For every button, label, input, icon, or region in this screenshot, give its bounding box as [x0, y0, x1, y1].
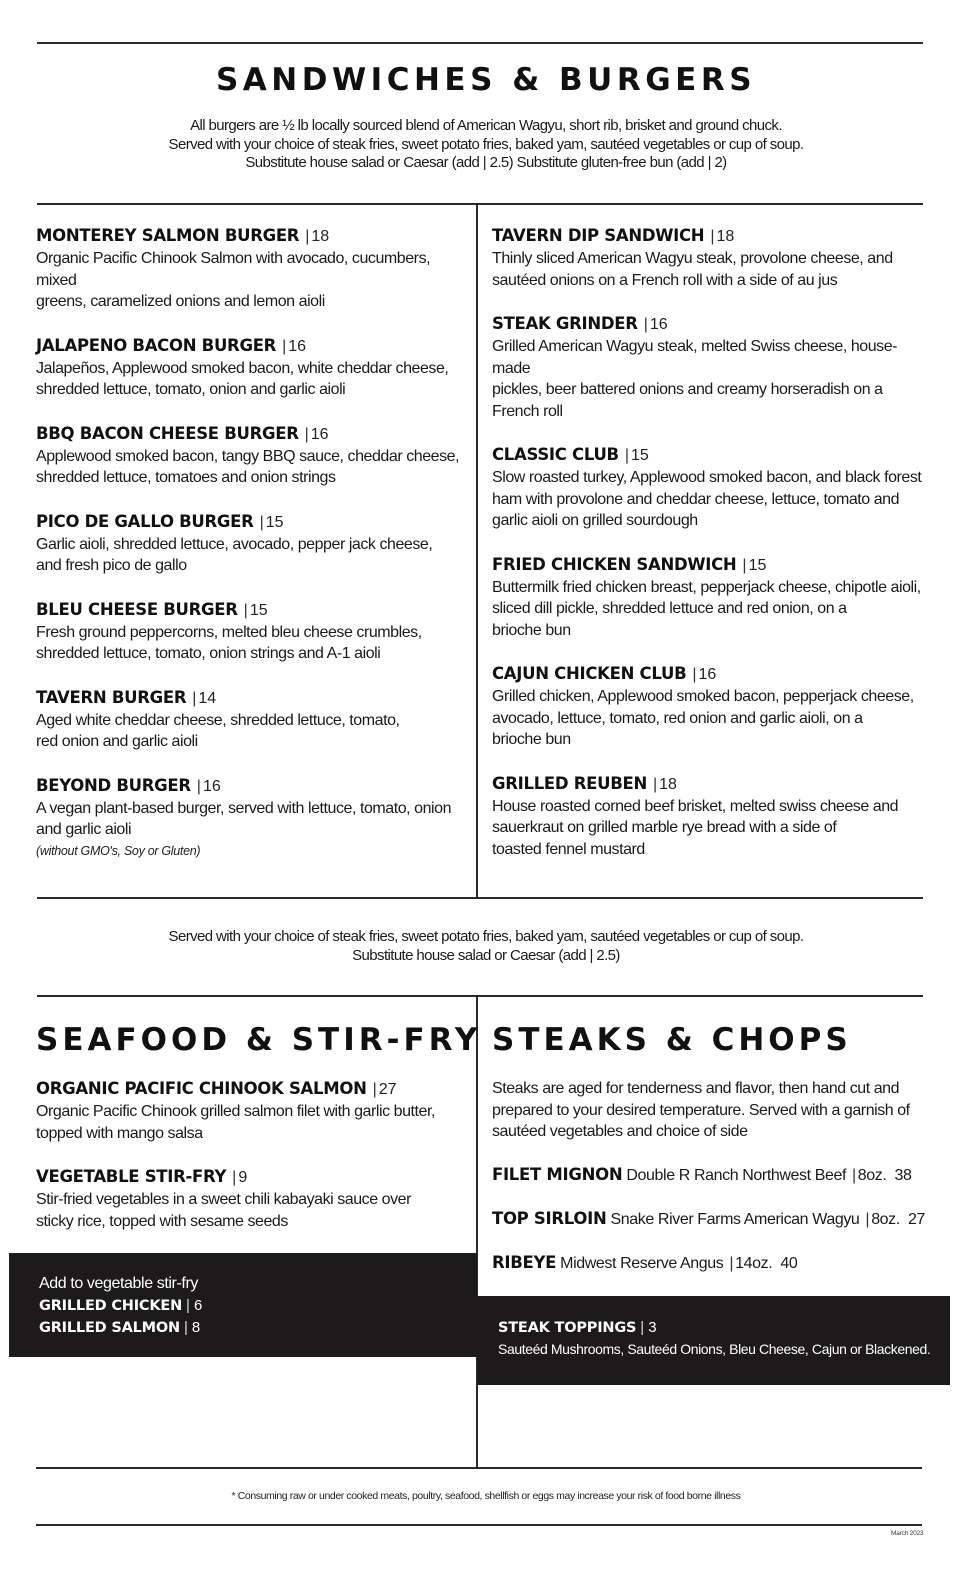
item-description — [36, 622, 472, 665]
desc-line: French roll — [492, 402, 563, 420]
menu-item-steak-grinder — [492, 312, 932, 422]
item-description — [36, 1189, 472, 1232]
burgers-intro-line: Substitute house salad or Caesar (add | 2.5) Substitute gluten-free bun (add | 2) — [245, 154, 727, 171]
addon-grilled-chicken — [39, 1295, 477, 1317]
item-name: JALAPENO BACON BURGER — [36, 335, 277, 355]
addons-label: Add to vegetable stir-fry — [39, 1275, 198, 1292]
item-price: 16 — [288, 337, 307, 355]
item-price: 15 — [630, 447, 649, 464]
desc-line: ham with provolone and cheddar cheese, lettuce, tomato and — [492, 490, 900, 508]
price-separator: | — [729, 1254, 734, 1272]
section-title-steaks: STEAKS & CHOPS — [492, 1022, 852, 1058]
item-name: RIBEYE — [492, 1252, 557, 1272]
steaks-intro — [492, 1078, 932, 1143]
item-description — [36, 798, 472, 841]
desc-line: Buttermilk fried chicken breast, pepperjack cheese, chipotle aioli, — [492, 578, 921, 596]
item-price: 15 — [265, 513, 284, 531]
item-name: BBQ BACON CHEESE BURGER — [36, 423, 299, 443]
price-separator: | — [186, 1297, 190, 1314]
item-price: 38 — [894, 1166, 912, 1184]
desc-line: Steaks are aged for tenderness and flavor, then hand cut and — [492, 1080, 900, 1097]
item-name: TAVERN BURGER — [36, 687, 187, 707]
steak-source: Double R Ranch Northwest Beef — [626, 1166, 847, 1184]
desc-line: Grilled American Wagyu steak, melted Swiss cheese, house-made — [492, 338, 898, 377]
steak-toppings-heading — [498, 1317, 950, 1339]
menu-item-bbq-bacon-cheese-burger — [36, 422, 472, 489]
steak-size: 8oz. — [871, 1210, 900, 1228]
item-name: FILET MIGNON — [492, 1164, 623, 1184]
toppings-name: STEAK TOPPINGS — [498, 1320, 637, 1336]
burgers-intro-line: Served with your choice of steak fries, sweet potato fries, baked yam, sautéed vegetables or cup of soup. — [168, 135, 804, 153]
desc-line: sticky rice, topped with sesame seeds — [36, 1212, 288, 1230]
item-name: MONTEREY SALMON BURGER — [36, 226, 300, 245]
item-name: FRIED CHICKEN SANDWICH — [492, 554, 737, 574]
footer-top-rule — [36, 1467, 922, 1469]
footer-bottom-rule — [36, 1524, 922, 1526]
desc-line: Organic Pacific Chinook Salmon with avocado, cucumbers, mixed — [36, 250, 431, 289]
price-separator: | — [372, 1081, 377, 1098]
item-description — [492, 248, 932, 291]
menu-item-classic-club — [492, 443, 932, 532]
price-separator: | — [643, 316, 648, 333]
steak-source: Midwest Reserve Angus — [560, 1254, 724, 1272]
price-separator: | — [192, 689, 197, 707]
menu-item-jalapeno-bacon-burger — [36, 334, 472, 401]
item-description — [492, 796, 932, 861]
item-description — [36, 534, 472, 577]
steak-item-filet-mignon — [492, 1164, 932, 1187]
desc-line: Slow roasted turkey, Applewood smoked bacon, and black forest — [492, 469, 922, 486]
desc-line: sautéed onions on a French roll with a side of au jus — [492, 271, 838, 289]
price-separator: | — [640, 1319, 645, 1336]
menu-item-fried-chicken-sandwich — [492, 553, 932, 642]
item-description — [36, 248, 472, 313]
desc-line: shredded lettuce, tomatoes and onion strings — [36, 469, 336, 486]
desc-line: Jalapeños, Applewood smoked bacon, white cheddar cheese, — [36, 359, 449, 377]
menu-item-cajun-chicken-club — [492, 662, 932, 751]
desc-line: and fresh pico de gallo — [36, 557, 187, 574]
desc-line: Fresh ground peppercorns, melted bleu cheese crumbles, — [36, 623, 422, 641]
item-description — [36, 710, 472, 753]
item-price: 16 — [202, 777, 221, 795]
dietary-note: (without GMO's, Soy or Gluten) — [36, 843, 201, 858]
desc-line: greens, caramelized onions and lemon aioli — [36, 293, 325, 310]
desc-line: Stir-fried vegetables in a sweet chili kabayaki sauce over — [36, 1191, 411, 1208]
steaks-column — [492, 1078, 932, 1296]
food-safety-disclaimer: * Consuming raw or under cooked meats, poultry, seafood, shellfish or eggs may increase your risk of food borne illness — [231, 1490, 741, 1502]
price-separator: | — [692, 666, 697, 683]
item-name: PICO DE GALLO BURGER — [36, 511, 254, 531]
desc-line: sautéed vegetables and choice of side — [492, 1123, 748, 1140]
sides-top-rule — [37, 897, 923, 899]
item-name: GRILLED REUBEN — [492, 773, 647, 793]
item-description — [492, 336, 932, 422]
desc-line: and garlic aioli — [36, 821, 132, 838]
desc-line: topped with mango salsa — [36, 1124, 203, 1142]
desc-line: A vegan plant-based burger, served with lettuce, tomato, onion — [36, 799, 452, 817]
menu-item-tavern-dip-sandwich — [492, 224, 932, 291]
sides-bottom-rule — [37, 995, 923, 997]
desc-line: Garlic aioli, shredded lettuce, avocado, pepper jack cheese, — [36, 535, 433, 553]
item-description — [36, 446, 472, 489]
section-title-seafood: SEAFOOD & STIR-FRY — [36, 1022, 482, 1058]
desc-line: prepared to your desired temperature. Served with a garnish of — [492, 1101, 910, 1119]
addon-name: GRILLED CHICKEN — [39, 1298, 183, 1314]
price-separator: | — [624, 447, 629, 464]
desc-line: House roasted corned beef brisket, melted swiss cheese and — [492, 797, 899, 815]
price-separator: | — [652, 775, 658, 793]
item-name: ORGANIC PACIFIC CHINOOK SALMON — [36, 1079, 367, 1098]
price-separator: | — [259, 513, 264, 531]
price-separator: | — [865, 1210, 870, 1228]
item-price: 18 — [311, 228, 330, 245]
seafood-column — [36, 1077, 472, 1253]
price-separator: | — [304, 425, 309, 443]
item-price: 27 — [378, 1081, 397, 1098]
burgers-intro — [0, 117, 972, 173]
price-separator: | — [196, 777, 201, 795]
desc-line: Thinly sliced American Wagyu steak, provolone cheese, and — [492, 250, 893, 267]
addon-price: 6 — [193, 1297, 203, 1314]
item-description — [36, 358, 472, 401]
toppings-description: Sauteéd Mushrooms, Sauteéd Onions, Bleu Cheese, Cajun or Blackened. — [498, 1341, 931, 1357]
item-price: 9 — [238, 1169, 248, 1186]
toppings-price: 3 — [648, 1319, 657, 1336]
desc-line: Organic Pacific Chinook grilled salmon filet with garlic butter, — [36, 1103, 435, 1120]
menu-item-monterey-salmon-burger — [36, 224, 472, 313]
burgers-column-divider — [476, 203, 478, 898]
item-price: 40 — [780, 1254, 798, 1272]
item-price: 15 — [249, 601, 268, 619]
price-separator: | — [305, 228, 310, 245]
menu-item-beyond-burger — [36, 774, 472, 861]
steak-item-ribeye — [492, 1252, 932, 1275]
desc-line: sauerkraut on grilled marble rye bread with a side of — [492, 819, 837, 836]
desc-line: brioche bun — [492, 621, 571, 639]
desc-line: garlic aioli on grilled sourdough — [492, 512, 698, 529]
desc-line: sliced dill pickle, shredded lettuce and red onion, on a — [492, 600, 847, 617]
steak-size: 8oz. — [857, 1166, 887, 1184]
desc-line: avocado, lettuce, tomato, red onion and garlic aioli, on a — [492, 709, 863, 727]
menu-item-pico-de-gallo-burger — [36, 510, 472, 577]
item-description — [36, 1101, 472, 1144]
item-price: 27 — [907, 1210, 925, 1228]
price-separator: | — [183, 1319, 188, 1336]
desc-line: red onion and garlic aioli — [36, 733, 198, 750]
item-name: STEAK GRINDER — [492, 314, 638, 333]
menu-item-chinook-salmon — [36, 1077, 472, 1144]
steak-item-top-sirloin — [492, 1208, 932, 1231]
sides-note-line: Substitute house salad or Caesar (add | 2.5) — [352, 946, 620, 964]
steak-toppings-box — [477, 1296, 950, 1385]
menu-item-grilled-reuben — [492, 772, 932, 861]
price-separator: | — [742, 556, 747, 574]
steak-source: Snake River Farms American Wagyu — [610, 1210, 860, 1228]
item-name: TOP SIRLOIN — [492, 1208, 607, 1228]
stir-fry-addons-box — [9, 1253, 477, 1357]
section-title-sandwiches-burgers: SANDWICHES & BURGERS — [215, 62, 757, 98]
item-description — [492, 686, 932, 751]
menu-date: March 2023 — [891, 1530, 924, 1537]
desc-line: toasted fennel mustard — [492, 840, 645, 858]
item-name: CLASSIC CLUB — [492, 445, 619, 464]
burgers-top-rule — [37, 203, 923, 205]
item-description — [492, 467, 932, 532]
item-description — [492, 577, 932, 642]
lower-column-divider — [476, 995, 478, 1468]
item-price: 16 — [698, 666, 717, 683]
price-separator: | — [710, 228, 715, 245]
addon-price: 8 — [191, 1319, 201, 1336]
price-separator: | — [282, 337, 287, 355]
addon-name: GRILLED SALMON — [39, 1320, 180, 1336]
addon-grilled-salmon — [39, 1317, 477, 1339]
desc-line: Aged white cheddar cheese, shredded lettuce, tomato, — [36, 711, 400, 729]
item-price: 15 — [748, 556, 767, 574]
item-name: VEGETABLE STIR-FRY — [36, 1167, 227, 1186]
sides-note-line: Served with your choice of steak fries, sweet potato fries, baked yam, sautéed vegetables or cup of soup. — [168, 928, 804, 945]
item-name: TAVERN DIP SANDWICH — [492, 226, 705, 245]
item-price: 18 — [659, 775, 677, 793]
desc-line: Applewood smoked bacon, tangy BBQ sauce, cheddar cheese, — [36, 447, 460, 465]
menu-item-bleu-cheese-burger — [36, 598, 472, 665]
desc-line: Grilled chicken, Applewood smoked bacon, pepperjack cheese, — [492, 688, 914, 705]
desc-line: pickles, beer battered onions and creamy horseradish on a — [492, 381, 883, 398]
price-separator: | — [852, 1166, 856, 1184]
sides-note — [0, 928, 972, 965]
price-separator: | — [232, 1169, 237, 1186]
sandwiches-right-column — [492, 224, 932, 881]
desc-line: shredded lettuce, tomato, onion and garlic aioli — [36, 381, 346, 398]
item-price: 18 — [716, 228, 735, 245]
top-rule — [37, 42, 923, 44]
item-name: BLEU CHEESE BURGER — [36, 599, 238, 619]
item-price: 16 — [310, 425, 329, 443]
menu-item-tavern-burger — [36, 686, 472, 753]
price-separator: | — [243, 601, 248, 619]
item-price: 14 — [198, 689, 217, 707]
steak-size: 14oz. — [735, 1254, 773, 1272]
desc-line: brioche bun — [492, 731, 571, 748]
item-name: CAJUN CHICKEN CLUB — [492, 664, 687, 683]
item-name: BEYOND BURGER — [36, 775, 191, 795]
item-price: 16 — [649, 316, 668, 333]
burgers-intro-line: All burgers are ½ lb locally sourced blend of American Wagyu, short rib, brisket and ground chuck. — [190, 117, 782, 134]
desc-line: shredded lettuce, tomato, onion strings and A-1 aioli — [36, 645, 381, 662]
burgers-left-column — [36, 224, 472, 882]
menu-item-vegetable-stir-fry — [36, 1165, 472, 1232]
